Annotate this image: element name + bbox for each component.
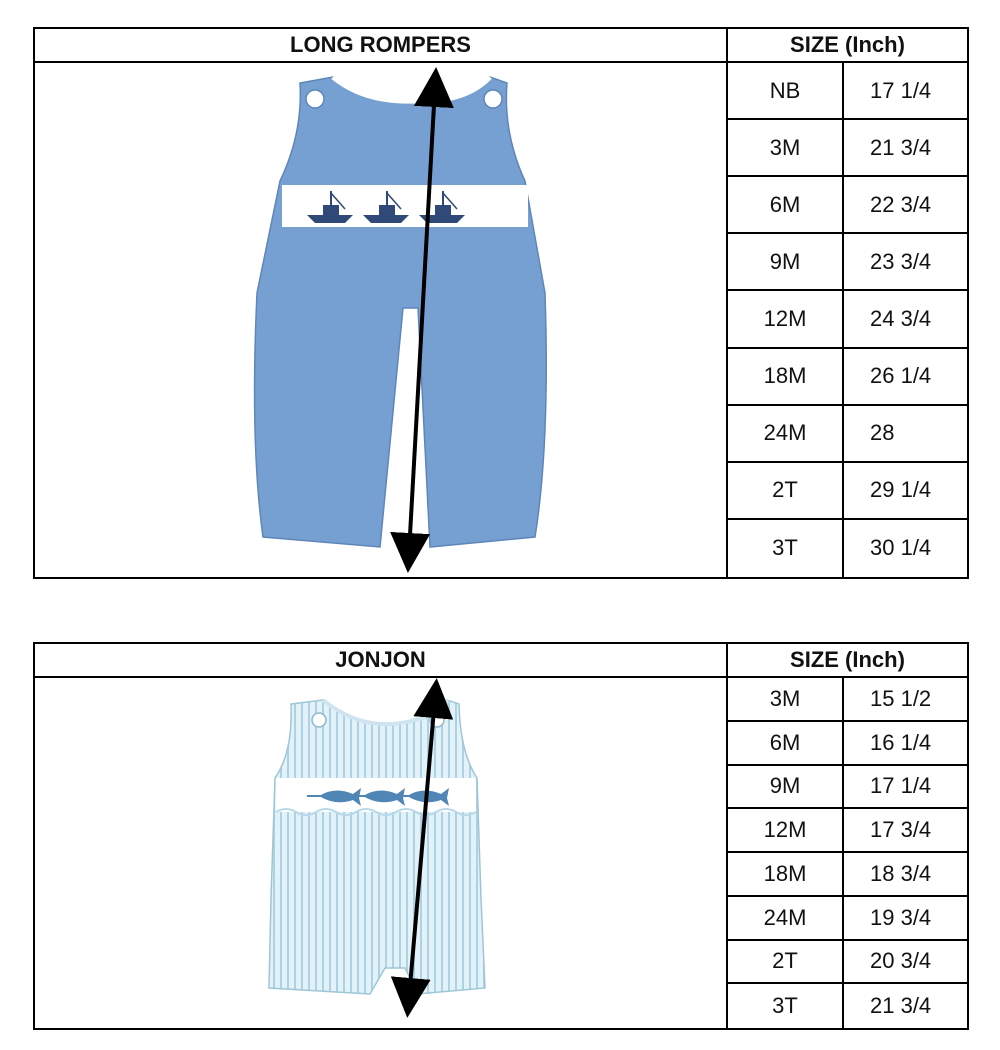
size-label: 3M	[728, 120, 844, 175]
romper-button-left-icon	[306, 90, 324, 108]
length-value: 28	[870, 420, 895, 446]
size-label: 9M	[728, 766, 844, 808]
length-value: 15 1/2	[870, 685, 932, 711]
size-label: 6M	[728, 722, 844, 764]
size-row	[728, 234, 967, 291]
romper-body-shape	[255, 77, 547, 547]
length-value: 21 3/4	[870, 134, 932, 160]
size-row	[728, 463, 967, 520]
jonjon-size-chart	[33, 642, 969, 1030]
size-label: 3T	[728, 984, 844, 1028]
long-rompers-title: LONG ROMPERS	[35, 29, 728, 63]
size-row	[728, 678, 967, 722]
long-romper-illustration	[35, 63, 726, 577]
size-row	[728, 520, 967, 577]
size-row	[728, 809, 967, 853]
size-label: 12M	[728, 809, 844, 851]
size-row	[728, 722, 967, 766]
length-value: 17 1/4	[870, 77, 932, 103]
jonjon-illustration	[35, 678, 726, 1028]
size-label: 3M	[728, 678, 844, 720]
size-label: 18M	[728, 853, 844, 895]
jonjon-size-table	[728, 678, 967, 1028]
length-value: 16 1/4	[870, 729, 932, 755]
size-label: 18M	[728, 349, 844, 404]
jonjon-body-shape	[269, 700, 485, 994]
long-rompers-size-header: SIZE (Inch)	[728, 29, 967, 63]
length-value: 23 3/4	[870, 248, 932, 274]
length-value: 29 1/4	[870, 477, 932, 503]
size-row	[728, 177, 967, 234]
long-romper-illustration-cell	[35, 63, 728, 577]
size-label: 24M	[728, 897, 844, 939]
size-row	[728, 853, 967, 897]
length-value: 24 3/4	[870, 305, 932, 331]
size-label: 6M	[728, 177, 844, 232]
length-value: 18 3/4	[870, 860, 932, 886]
size-row	[728, 984, 967, 1028]
size-row	[728, 349, 967, 406]
long-rompers-size-chart	[33, 27, 969, 579]
size-label: 3T	[728, 520, 844, 577]
size-label: 9M	[728, 234, 844, 289]
size-label: 12M	[728, 291, 844, 346]
size-row	[728, 63, 967, 120]
size-row	[728, 406, 967, 463]
length-value: 26 1/4	[870, 363, 932, 389]
length-value: 17 3/4	[870, 817, 932, 843]
length-value: 21 3/4	[870, 993, 932, 1019]
size-row	[728, 897, 967, 941]
length-value: 30 1/4	[870, 535, 932, 561]
length-value: 17 1/4	[870, 773, 932, 799]
size-row	[728, 291, 967, 348]
size-row	[728, 766, 967, 810]
long-rompers-size-table	[728, 63, 967, 577]
size-label: NB	[728, 63, 844, 118]
length-value: 22 3/4	[870, 191, 932, 217]
length-value: 19 3/4	[870, 904, 932, 930]
size-label: 2T	[728, 463, 844, 518]
jonjon-illustration-cell	[35, 678, 728, 1028]
size-row	[728, 941, 967, 985]
jonjon-size-header: SIZE (Inch)	[728, 644, 967, 678]
length-value: 20 3/4	[870, 948, 932, 974]
romper-button-right-icon	[484, 90, 502, 108]
jonjon-title: JONJON	[35, 644, 728, 678]
size-label: 2T	[728, 941, 844, 983]
size-label: 24M	[728, 406, 844, 461]
size-row	[728, 120, 967, 177]
jonjon-button-left-icon	[312, 713, 326, 727]
